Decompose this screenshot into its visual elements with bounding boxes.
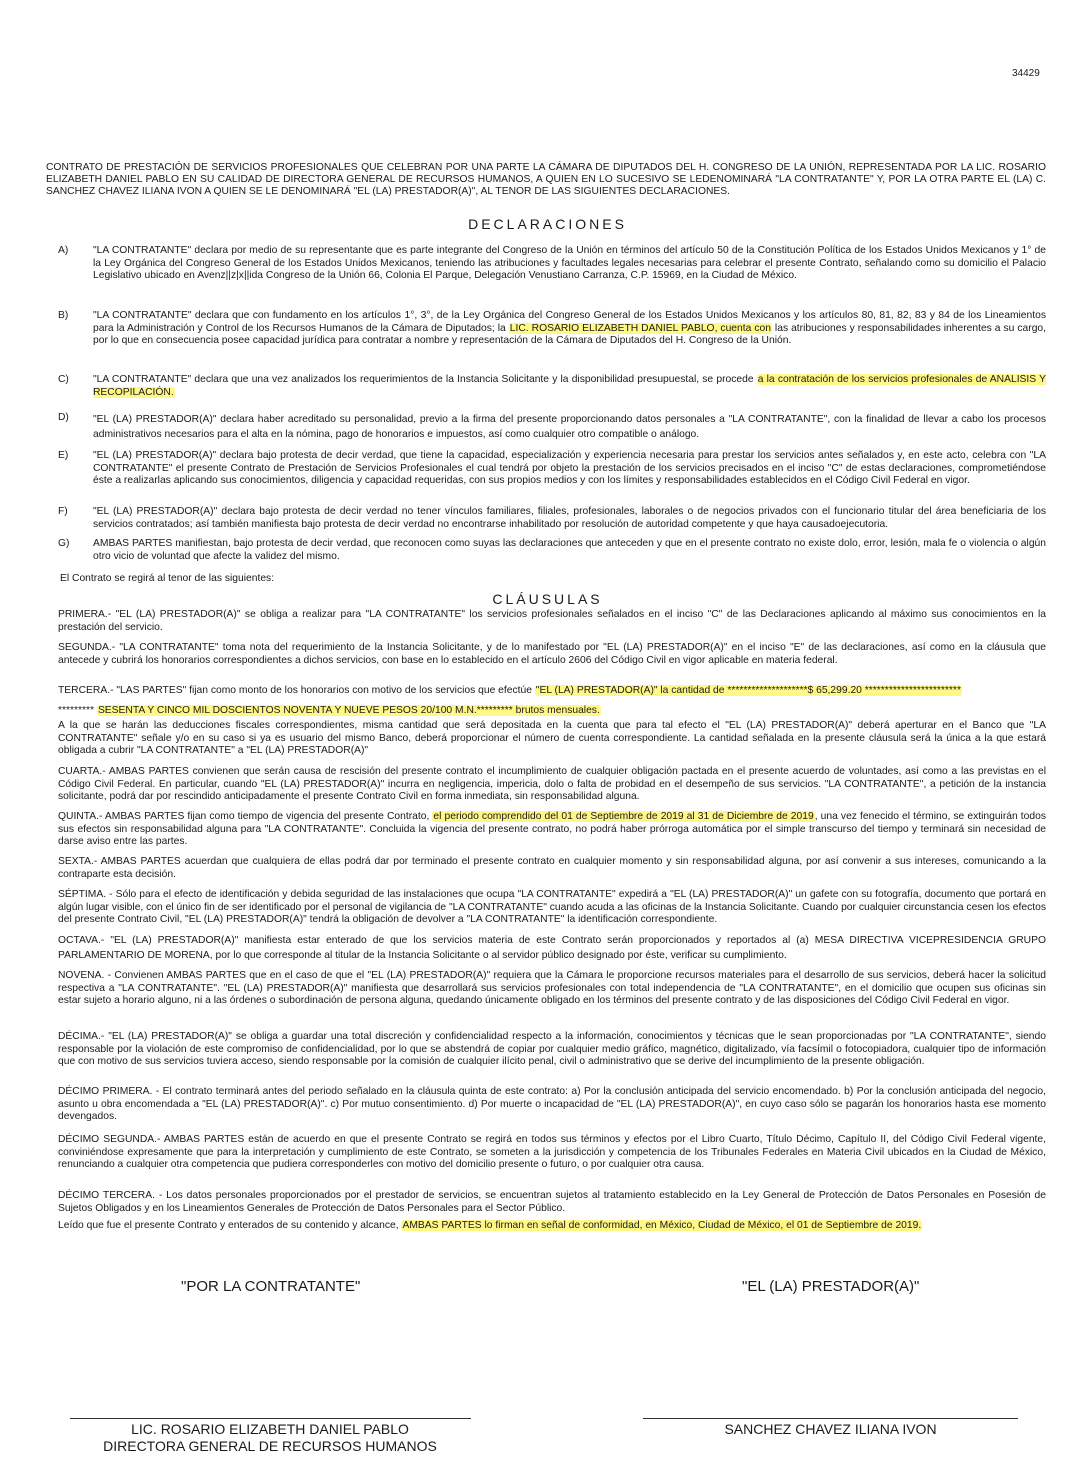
declaracion-b [58,310,1046,348]
signature-line-left [70,1418,471,1419]
clausula-quinta: QUINTA.- AMBAS PARTES fijan como tiempo de vigencia del presente Contrato, el periodo comprendido del 01 de Septiembre de 2019 al 31 de Diciembre de 2019, una vez fenecido el término, se extinguirán todos sus efectos sin responsabilidad alguna para "LA CONTRATANTE". Concluida la vigencia del presente contrato, no podrá haber prórroga automática por el simple transcurso del tiempo y terminará sin necesidad de darse aviso entre las partes. [58,811,1047,847]
clausula-septima: SÉPTIMA. - Sólo para el efecto de identificación y debida seguridad de las instalaciones que ocupa "LA CONTRATANTE" expedirá a "EL (LA) PRESTADOR(A)" un gafete con su fotografía, documento que portará en algún lugar visible, con el único fin de ser identificado por el personal de vigilancia de "LA CONTRATANTE" cuando acuda a las oficinas de la Instancia Solicitante. Cuando por cualquier circunstancia cesen los efectos del presente Contrato Civil, "EL (LA) PRESTADOR(A)" tendrá la obligación de devolver a "LA CONTRATANTE" la identificación correspondiente. [58,889,1046,925]
document-number: 34429 [1012,68,1040,79]
declaraciones-title: DECLARACIONES [468,216,627,232]
signature-line-right [643,1418,1018,1419]
declaracion-text: "LA CONTRATANTE" declara por medio de su representante que es parte integrante del Congreso de la Unión en términos del artículo 50 de la Constitución Política de los Estados Unidos Mexicanos y 1° de la Ley Orgánica del Congreso General de los Estados Unidos Mexicanos, teniendo las atribuciones y facultades legales necesarias para celebrar el presente Contrato, señalando como su domicilio el Palacio Legislativo ubicado en Avenz||z|x||ida Congreso de la Unión 66, Colonia El Parque, Delegación Venustiano Carranza, C.P. 15969, en la Ciudad de México. [93,245,1046,281]
declaracion-letter: E) [58,450,69,461]
declaracion-letter: F) [58,506,68,517]
declaracion-letter: B) [58,310,69,321]
clausula-tercera-detail: A la que se harán las deducciones fiscales correspondientes, misma cantidad que será depositada en la cuenta que para tal efecto el "EL (LA) PRESTADOR(A)" deberá aperturar en el Banco que "LA CONTRATANTE" señale y/o en su caso si ya es usuario del mismo Banco, deberá proporcionar el número de cuenta correspondiente. La cantidad señalada en la presente cláusula será la única a la que estará obligada a cubrir "LA CONTRATANTE" a "EL (LA) PRESTADOR(A)" [58,720,1046,756]
clausula-primera: PRIMERA.- "EL (LA) PRESTADOR(A)" se obliga a realizar para "LA CONTRATANTE" los servicios profesionales señalados en el inciso "C" de las Declaraciones aplicando al máximo sus conocimientos en la prestación del servicio. [58,609,1046,633]
declaracion-text: "LA CONTRATANTE" declara que con fundamento en los artículos 1°, 3°, de la Ley Orgánica del Congreso General de los Estados Unidos Mexicanos y los artículos 80, 81, 82, 83 y 84 de los Lineamientos para la Administración y Control de los Recursos Humanos de la Cámara de Diputados; la LIC. ROSARIO ELIZABETH DANIEL PABLO, cuenta con las atribuciones y responsabilidades inherentes a su cargo, por lo que en consecuencia posee capacidad jurídica para contratar a nombre y representación de la Cámara de Diputados del H. Congreso de la Unión. [93,310,1047,346]
clausula-tercera: TERCERA.- "LAS PARTES" fijan como monto de los honorarios con motivo de los servicios que efectúe "EL (LA) PRESTADOR(A)" la cantidad de ********************$ 65,299.20 ************************ [58,685,961,696]
clausulas-title: CLÁUSULAS [492,591,603,607]
clausula-tercera-cont: ********* SESENTA Y CINCO MIL DOSCIENTOS NOVENTA Y NUEVE PESOS 20/100 M.N.********* brutos mensuales. [58,705,600,716]
clausula-decimo-tercera: DÉCIMO TERCERA. - Los datos personales proporcionados por el prestador de servicios, se encuentran sujetos al tratamiento establecido en la Ley General de Protección de Datos Personales en Posesión de Sujetos Obligados y en los Lineamientos Generales de Protección de Datos Personales para el Sector Público. [58,1190,1046,1214]
signature-title-prestador: "EL (LA) PRESTADOR(A)" [742,1278,920,1295]
declaracion-e [58,450,1046,488]
declaracion-letter: G) [58,538,70,549]
highlighted-closing: AMBAS PARTES lo firman en señal de conformidad, en México, Ciudad de México, el 01 de Septiembre de 2019. [402,1220,922,1231]
declaracion-c [58,374,1046,399]
declaracion-f [58,506,1046,531]
declaracion-text: "EL (LA) PRESTADOR(A)" declara haber acreditado su personalidad, previo a la firma del presente proporcionando datos personales a "LA CONTRATANTE", con la finalidad de llevar a cabo los procesos administrativos necesarios para el alta en la nómina, pago de honorarios e impuestos, así como cualquier otro compatible o análogo. [93,414,1046,440]
declaracion-letter: D) [58,412,69,423]
clausula-decimo-primera: DÉCIMO PRIMERA. - El contrato terminará antes del periodo señalado en la cláusula quinta de este contrato: a) Por la conclusión anticipada del servicio encomendado. b) Por la conclusión anticipada del negocio, asunto u obra encomendada a "EL (LA) PRESTADOR(A)". c) Por mutuo consentimiento. d) Por muerte o incapacidad de "EL (LA) PRESTADOR(A)", en cuyo caso sólo se pagarán los honorarios hasta ese momento devengados. [58,1086,1046,1122]
declaracion-text: AMBAS PARTES manifiestan, bajo protesta de decir verdad, que reconocen como suyas las declaraciones que anteceden y que en el presente contrato no existe dolo, error, lesión, mala fe o violencia o algún otro vicio de voluntad que afecte la validez del mismo. [93,538,1046,562]
signer-name-left: LIC. ROSARIO ELIZABETH DANIEL PABLO [131,1421,409,1437]
declaracion-text: "EL (LA) PRESTADOR(A)" declara bajo protesta de decir verdad no tener vínculos familiares, filiales, profesionales, laborales o de negocios privados con el funcionario titular del área beneficiaria de los servicios contratados; así también manifiesta bajo protesta de decir verdad no encontrarse inhabilitado por resolución de autoridad competente y que haya causadoejecutoria. [93,506,1046,530]
declaracion-g [58,538,1046,563]
declaracion-letter: A) [58,245,69,256]
clausula-cuarta: CUARTA.- AMBAS PARTES convienen que serán causa de rescisión del presente contrato el incumplimiento de cualquier obligación pactada en el presente acuerdo de voluntades, así como a las previstas en el Código Civil Federal. En particular, cuando "EL (LA) PRESTADOR(A)" incurra en negligencia, impericia, dolo o falta de probidad en el desempeño de sus servicios. "LA CONTRATANTE", a petición de la instancia solicitante, podrá dar por rescindido anticipadamente el presente Contrato Civil en forma inmediata, sin responsabilidad alguna. [58,766,1046,802]
highlighted-text: a la contratación de los servicios profesionales de ANALISIS Y RECOPILACIÓN. [93,374,1047,398]
highlighted-amount-words: SESENTA Y CINCO MIL DOSCIENTOS NOVENTA Y NUEVE PESOS 20/100 M.N.********* brutos mensuales. [97,705,600,716]
signature-block-right [643,1421,1018,1438]
intro-clausulas: El Contrato se regirá al tenor de las siguientes: [60,573,275,584]
highlighted-amount: "EL (LA) PRESTADOR(A)" la cantidad de ********************$ 65,299.20 ************************ [535,685,961,696]
clausula-decima: DÉCIMA.- "EL (LA) PRESTADOR(A)" se obliga a guardar una total discreción y confidencialidad respecto a la información, conocimientos y técnicas que le sean proporcionadas por "LA CONTRATANTE", siendo responsable por la violación de este compromiso de confidencialidad, por lo que se abstendrá de copiar por cualquier medio gráfico, magnético, digitalizado, vía facsímil o fotocopiadora, cualquier tipo de información que con motivo de sus servicios tuviera acceso, siendo responsable por la comisión de cualquier ilícito penal, civil o administrativo que se derive del incumplimiento de la presente obligación. [58,1031,1046,1067]
declaracion-text: "LA CONTRATANTE" declara que una vez analizados los requerimientos de la Instancia Solicitante y la disponibilidad presupuestal, se procede a la contratación de los servicios profesionales de ANALISIS Y RECOPILACIÓN. [93,374,1047,398]
declaracion-text: "EL (LA) PRESTADOR(A)" declara bajo protesta de decir verdad, que tiene la capacidad, especialización y experiencia necesaria para prestar los servicios antes señalados y, en este acto, celebra con "LA CONTRATANTE" el presente Contrato de Prestación de Servicios Profesionales el cual tendrá por objeto la prestación de los servicios precisados en el inciso "C" de estas declaraciones, comprometiéndose éste a realizarlas aplicando sus conocimientos, diligencia y capacidad requeridas, con sus propios medios y con los límites y responsabilidades establecidos en el Código Civil Federal en vigor. [93,450,1046,486]
signature-title-contratante: "POR LA CONTRATANTE" [181,1278,361,1295]
signer-name-right: SANCHEZ CHAVEZ ILIANA IVON [724,1421,937,1437]
highlighted-text: LIC. ROSARIO ELIZABETH DANIEL PABLO, cuenta con [509,322,771,334]
clausula-segunda: SEGUNDA.- "LA CONTRATANTE" toma nota del requerimiento de la Instancia Solicitante, y de lo manifestado por "EL (LA) PRESTADOR(A)" en el inciso "E" de las declaraciones, así como en la cláusula que antecede y cubrirá los honorarios correspondientes a dichos servicios, con base en lo establecido en el artículo 2606 del Código Civil en vigor aplicable en materia federal. [58,642,1046,666]
clausula-novena: NOVENA. - Convienen AMBAS PARTES que en el caso de que el "EL (LA) PRESTADOR(A)" requiera que la Cámara le proporcione recursos materiales para el desarrollo de sus servicios, deberá hacer la solicitud respectiva a "LA CONTRATANTE". "EL (LA) PRESTADOR(A)" manifiesta que desarrollará sus servicios profesionales con total independencia de "LA CONTRATANTE", en el domicilio que ocupen sus oficinas sin estar sujeto a horario alguno, ni a las órdenes o subordinación de persona alguna, quedando únicamente obligado en los términos del presente contrato y de las disposiciones del Código Civil Federal en vigor. [58,970,1046,1006]
clausula-decimo-segunda: DÉCIMO SEGUNDA.- AMBAS PARTES están de acuerdo en que el presente Contrato se regirá en todos sus términos y efectos por el Libro Cuarto, Título Décimo, Capítulo II, del Código Civil Federal vigente, conviniéndose expresamente que para la interpretación y cumplimiento de este Contrato, se someten a la jurisdicción y competencia de los Tribunales Federales en Materia Civil ubicados en la Ciudad de México, renunciando a cualquier otra competencia que pudiera corresponderles con motivo del domicilio presente o futuro, o por cualquier otra causa. [58,1134,1046,1170]
declaracion-a [58,245,1046,283]
declaracion-d [58,412,1046,442]
declaracion-letter: C) [58,374,69,385]
closing-statement: Leído que fue el presente Contrato y enterados de su contenido y alcance, AMBAS PARTES lo firman en señal de conformidad, en México, Ciudad de México, el 01 de Septiembre de 2019. [58,1220,922,1231]
signer-role-left: DIRECTORA GENERAL DE RECURSOS HUMANOS [103,1438,437,1454]
signature-block-left [60,1421,480,1455]
contract-header: CONTRATO DE PRESTACIÓN DE SERVICIOS PROFESIONALES QUE CELEBRAN POR UNA PARTE LA CÁMARA DE DIPUTADOS DEL H. CONGRESO DE LA UNIÓN, REPRESENTADA POR LA LIC. ROSARIO ELIZABETH DANIEL PABLO EN SU CALIDAD DE DIRECTORA GENERAL DE RECURSOS HUMANOS, A QUIEN EN LO SUCESIVO SE LEDENOMINARÁ "LA CONTRATANTE" Y, POR LA OTRA PARTE EL (LA) C. SANCHEZ CHAVEZ ILIANA IVON A QUIEN SE LE DENOMINARÁ "EL (LA) PRESTADOR(A)", AL TENOR DE LAS SIGUIENTES DECLARACIONES. [46,162,1046,197]
highlighted-period: el periodo comprendido del 01 de Septiembre de 2019 al 31 de Diciembre de 2019 [433,811,814,822]
clausula-sexta: SEXTA.- AMBAS PARTES acuerdan que cualquiera de ellas podrá dar por terminado el presente contrato en cualquier momento y sin responsabilidad alguna, por así convenir a sus intereses, comunicando a la contraparte esta decisión. [58,856,1046,880]
clausula-octava: OCTAVA.- "EL (LA) PRESTADOR(A)" manifiesta estar enterado de que los servicios materia de este Contrato serán proporcionados y reportados al (a) MESA DIRECTIVA VICEPRESIDENCIA GRUPO PARLAMENTARIO DE MORENA, por lo que corresponde al titular de la Instancia Solicitante o al servidor público designado por éste, verificar su cumplimiento. [58,935,1046,961]
